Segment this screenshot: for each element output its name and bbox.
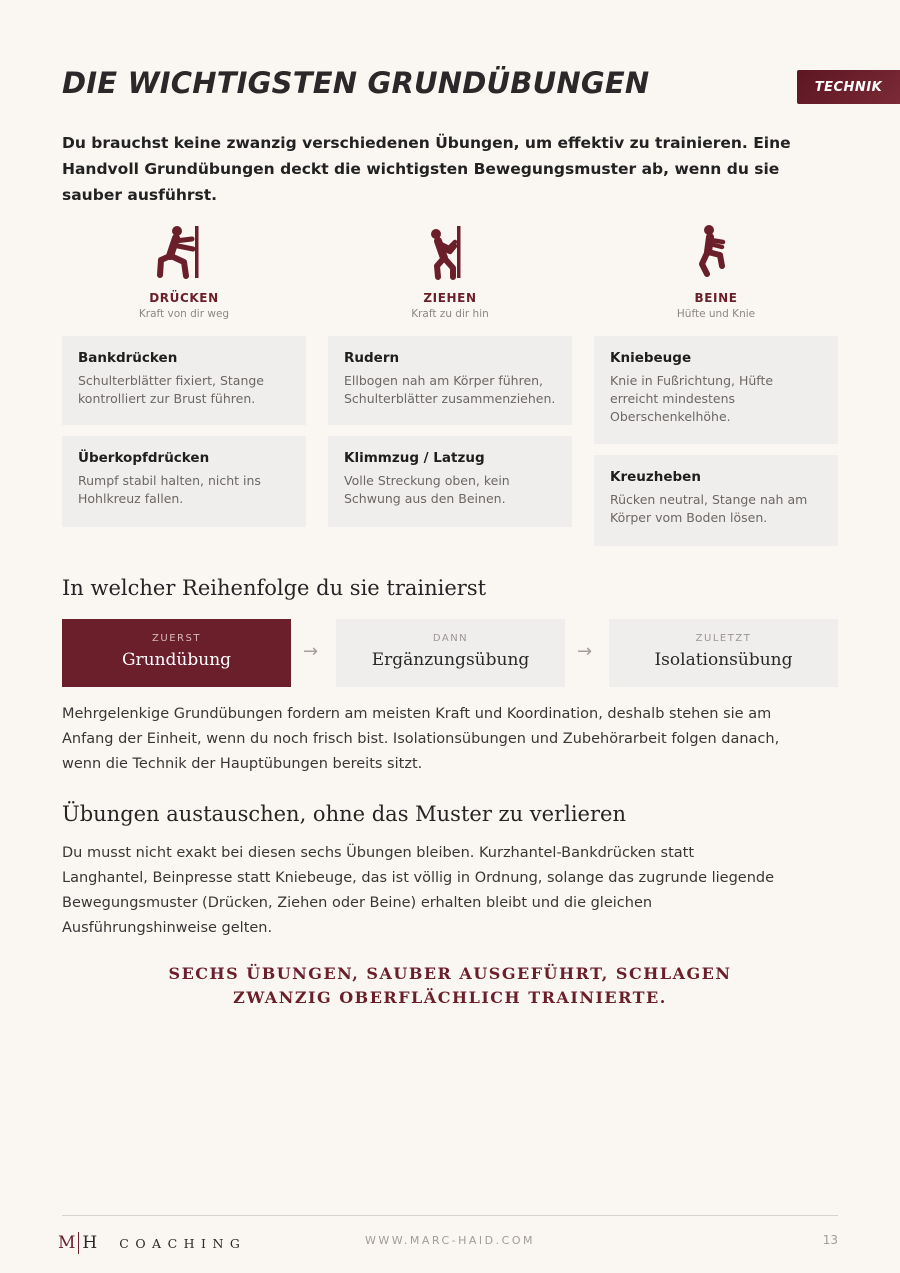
- website-url: WWW.MARC-HAID.COM: [365, 1234, 535, 1247]
- swap-paragraph: Du musst nicht exakt bei diesen sechs Übungen bleiben. Kurzhantel-Bankdrücken statt Langhantel, Beinpresse statt Kniebeuge, das ist völlig in Ordnung, solange das zugrunde liegende Bewegungsmuster (Drücken, Ziehen oder Beine) erhalten bleibt und die gleichen Ausführungshinweise gelten.: [62, 845, 775, 936]
- column-name: ZIEHEN: [423, 291, 477, 305]
- column-name: BEINE: [694, 291, 738, 305]
- exercise-card-klimmzug: [328, 436, 572, 527]
- order-heading: In welcher Reihenfolge du sie trainierst: [62, 576, 487, 600]
- pull-quote: [62, 962, 838, 1010]
- column-header-legs: [594, 222, 838, 320]
- exercise-cue: Schulterblätter fixiert, Stange kontrolliert zur Brust führen.: [78, 373, 264, 406]
- step-name: Ergänzungsübung: [371, 650, 530, 670]
- page-number: 13: [822, 1233, 838, 1247]
- order-step-first: [62, 619, 291, 687]
- exercise-card-kreuzheben: [594, 455, 838, 546]
- quote-line-1: SECHS ÜBUNGEN, SAUBER AUSGEFÜHRT, SCHLAGEN: [168, 964, 732, 983]
- exercise-cue: Rücken neutral, Stange nah am Körper vom Boden lösen.: [610, 492, 808, 525]
- brand-wordmark: COACHING: [119, 1235, 247, 1251]
- push-figure-icon: [154, 222, 214, 282]
- exercise-cue: Knie in Fußrichtung, Hüfte erreicht mindestens Oberschenkelhöhe.: [610, 373, 774, 424]
- logo-letter-m: M: [58, 1233, 76, 1253]
- footer-divider: [62, 1215, 838, 1216]
- column-name: DRÜCKEN: [149, 291, 219, 305]
- exercise-name: Überkopfdrücken: [78, 450, 210, 466]
- column-header-push: [62, 222, 306, 320]
- section-tag: TECHNIK: [797, 70, 900, 104]
- logo-letter-h: H: [82, 1233, 98, 1253]
- exercise-name: Kniebeuge: [610, 350, 692, 366]
- exercise-name: Rudern: [344, 350, 400, 366]
- exercise-name: Bankdrücken: [78, 350, 178, 366]
- step-name: Grundübung: [121, 650, 232, 670]
- squat-figure-icon: [686, 222, 746, 282]
- column-subtitle: Kraft von dir weg: [138, 308, 230, 320]
- arrow-right-icon: →: [577, 641, 593, 662]
- exercise-card-bankdruecken: [62, 336, 306, 425]
- exercise-card-rudern: [328, 336, 572, 425]
- quote-line-2: ZWANZIG OBERFLÄCHLICH TRAINIERTE.: [233, 988, 667, 1007]
- page-title: DIE WICHTIGSTEN GRUNDÜBUNGEN: [62, 66, 650, 100]
- column-subtitle: Hüfte und Knie: [676, 308, 756, 320]
- order-paragraph: Mehrgelenkige Grundübungen fordern am meisten Kraft und Koordination, deshalb stehen sie am Anfang der Einheit, wenn du noch frisch bist. Isolationsübungen und Zubehörarbeit folgen danach, wenn die Technik der Hauptübungen bereits sitzt.: [62, 706, 780, 772]
- arrow-right-icon: →: [303, 641, 319, 662]
- order-step-third: [609, 619, 838, 687]
- exercise-card-kniebeuge: [594, 336, 838, 444]
- column-subtitle: Kraft zu dir hin: [411, 308, 489, 320]
- order-step-second: [336, 619, 565, 687]
- exercise-card-ueberkopfdruecken: [62, 436, 306, 527]
- exercise-name: Kreuzheben: [610, 469, 701, 485]
- exercise-cue: Rumpf stabil halten, nicht ins Hohlkreuz fallen.: [78, 473, 261, 506]
- step-kicker: DANN: [432, 633, 469, 644]
- column-header-pull: [328, 222, 572, 320]
- step-name: Isolationsübung: [654, 650, 793, 670]
- intro-text: Du brauchst keine zwanzig verschiedenen Übungen, um effektiv zu trainieren. Eine Handvoll Grundübungen deckt die wichtigsten Bewegungsmuster ab, wenn du sie sauber ausführst.: [62, 134, 791, 204]
- step-kicker: ZUERST: [152, 633, 201, 644]
- swap-heading: Übungen austauschen, ohne das Muster zu verlieren: [62, 802, 626, 826]
- step-kicker: ZULETZT: [695, 633, 752, 644]
- exercise-name: Klimmzug / Latzug: [344, 450, 485, 466]
- exercise-cue: Ellbogen nah am Körper führen, Schulterblätter zusammenziehen.: [344, 373, 556, 406]
- pull-figure-icon: [420, 222, 480, 282]
- exercise-cue: Volle Streckung oben, kein Schwung aus den Beinen.: [344, 473, 510, 506]
